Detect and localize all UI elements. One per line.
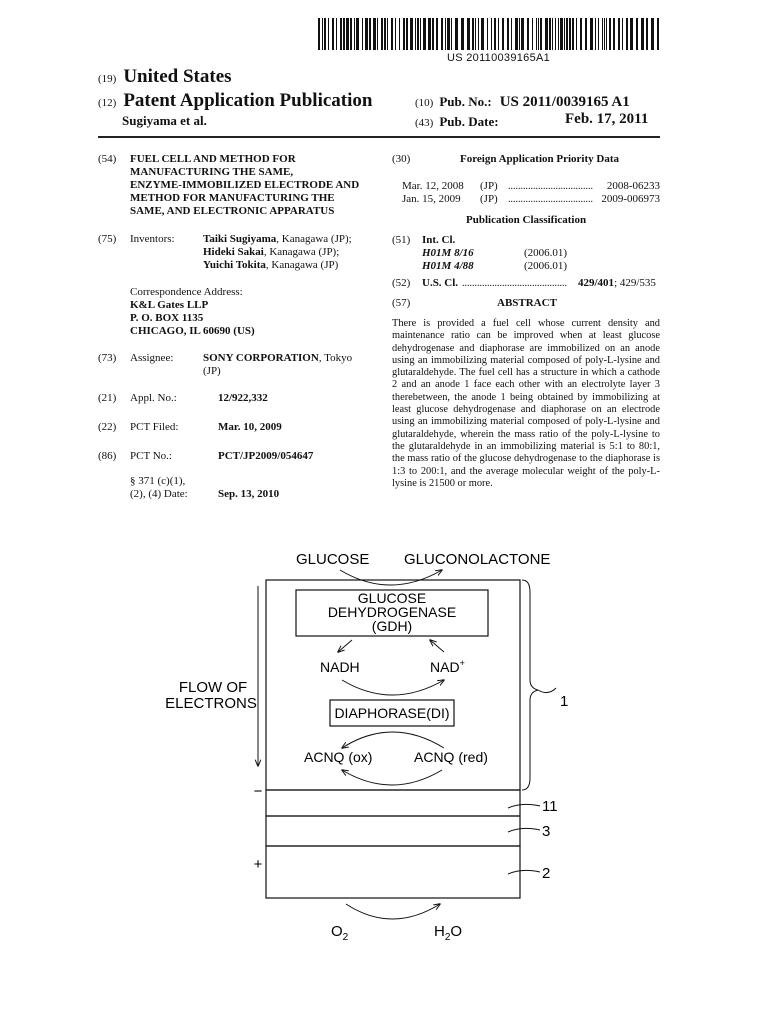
cathode-layer — [266, 846, 520, 898]
barcode-bar — [585, 18, 587, 50]
minus-sign: − — [253, 783, 263, 800]
pub-number-top: US 20110039165A1 — [447, 52, 551, 64]
patent-page: US 20110039165A1 (19) United States (12) Patent Application Publication Sugiyama et al. (10) Pub. No.: US 2011/0039165 A1 (43) Pub. Date: Feb. 17, 2011 (54) FUEL CELL AND METHOD FOR MANUFACTURING THE SAME, ENZYME-IMMOBILIZED ELECTRODE AND METHOD FOR MANUFACTURING THE SAME, AND ELECTRONIC APPARATUS (75) Inventors: Taiki Sugiyama, Kanagawa (JP); Hideki Sakai, Kanagawa (JP); Yuichi Tokita, Kanagawa (JP) Correspondence Address: K&L Gates LLP P. O. BOX 1135 CHICAGO, IL 60690 (US) (73) Assignee: SONY CORPORATION, Tokyo (JP) (21) Appl. No.: 12/922,332 (22) PCT Filed: Mar. 10, 2009 (86) PCT No.: PCT/JP2009/054647 § 371 (c)(1), (2), (4) Date: Sep. 13, 2010 (30) Foreign Application Priority Data Mar. 12, 2008 (JP) .................................. 2008-06233 Jan. 15, 2009 (JP) .................................. 2009-006973 Publication Classification (51) Int. Cl. H01M 8/16 (2006.01) H01M 4/88 (2006.01) (52) U.S. Cl. .......................................... 429/401; 429/535 (57) ABSTRACT There is provided a fuel cell whose current density and maintenance ratio can be improved when at least glucose dehydrogenase and diaphorase are immobilized on an anode using an immobilizing material composed of poly-L-lysine and glutaraldehyde. The fuel cell has a structure in which a cathode 2 and an anode 1 face each other with an electrolyte layer 3 therebetween, the anode 1 being obtained by immobilizing at least glucose dehydrogenase and diaphorase on an electrode using an immobilizing material composed of poly-L-lysine and glutaraldehyde, wherein the mass ratio of the poly-L-lysine to the glutaraldehyde in an immobilizing material is 5:1 to 80:1, the mass ratio of the glucose dehydrogenase to the diaphorase is 1:3 to 200:1, and the average molecular weight of the poly-L-lysine is 21500 or more. GLUCOSE GLUCONOLACTONE GLUCOSE DEHYDROGENASE (GDH) NADH NAD+ DIAPHORASE(DI) ACNQ (ox) ACNQ (red) FLOW OF ELECTRONS − + 1 11 3 2 $O_2$ $H_2O$ — [0, 0, 768, 1024]
barcode-bar — [399, 18, 400, 50]
pct-no: PCT/JP2009/054647 — [218, 450, 314, 462]
barcode-bar — [572, 18, 574, 50]
barcode-bar — [415, 18, 416, 50]
barcode-bar — [545, 18, 548, 50]
svg-text:DIAPHORASE(DI): DIAPHORASE(DI) — [334, 705, 450, 721]
barcode-bar — [447, 18, 450, 50]
barcode-bar — [566, 18, 568, 50]
barcode-bar — [428, 18, 431, 50]
barcode-bar — [651, 18, 654, 50]
abstract-text: There is provided a fuel cell whose current density and maintenance ratio can be improved when at least glucose dehydrogenase and diaphorase are immobilized on an anode using an immobilizing material composed of poly-L-lysine and glutaraldehyde. The fuel cell has a structure in which a cathode 2 and an anode 1 face each other with an electrolyte layer 3 therebetween, the anode 1 being obtained by immobilizing at least glucose dehydrogenase and diaphorase on an electrode using an immobilizing material composed of poly-L-lysine and glutaraldehyde, wherein the mass ratio of the poly-L-lysine to the glutaraldehyde in an immobilizing material is 5:1 to 80:1, the mass ratio of the glucose dehydrogenase to the diaphorase is 1:3 to 200:1, and the average molecular weight of the poly-L-lysine is 21500 or more. — [392, 318, 660, 489]
pub-no-line: (10) Pub. No.: US 2011/0039165 A1 — [415, 94, 630, 110]
o2-label: $O_2$ — [331, 923, 349, 943]
country: United States — [123, 66, 232, 87]
barcode-bar — [423, 18, 426, 50]
barcode-bar — [322, 18, 323, 50]
svg-text:(GDH): (GDH) — [371, 618, 413, 634]
barcode-bar — [451, 18, 452, 50]
barcode-bar — [590, 18, 593, 50]
barcode-bar — [521, 18, 524, 50]
barcode-bar — [564, 18, 565, 50]
barcode-bar — [377, 18, 378, 50]
inventors: Taiki Sugiyama, Kanagawa (JP); Hideki Sakai, Kanagawa (JP); Yuichi Tokita, Kanagawa (JP) — [203, 233, 352, 271]
barcode-bar — [354, 18, 355, 50]
barcode-bar — [560, 18, 563, 50]
pct-filed: Mar. 10, 2009 — [218, 421, 282, 433]
ref-1: 1 — [560, 693, 569, 710]
barcode-bar — [318, 18, 320, 50]
plus-sign: + — [253, 856, 263, 873]
barcode-bar — [494, 18, 496, 50]
barcode-bar — [569, 18, 571, 50]
barcode-bar — [381, 18, 383, 50]
barcode-bar — [406, 18, 408, 50]
priority-row: Mar. 12, 2008 (JP) .................................. 2008-06233 — [402, 180, 660, 192]
invention-title: FUEL CELL AND METHOD FOR MANUFACTURING THE SAME, ENZYME-IMMOBILIZED ELECTRODE AND METHOD FOR MANUFACTURING THE SAME, AND ELECTRONIC APPARATUS — [130, 153, 360, 217]
gluconolactone-label: GLUCONOLACTONE — [404, 551, 551, 568]
barcode-bar — [622, 18, 623, 50]
barcode-bar — [604, 18, 605, 50]
h2o-label: $H_2O$ — [434, 923, 463, 943]
barcode-bar — [613, 18, 615, 50]
abstract-title: ABSTRACT — [497, 297, 557, 309]
ref-11: 11 — [542, 798, 558, 815]
barcode — [318, 18, 662, 50]
barcode-bar — [538, 18, 539, 50]
barcode-bar — [527, 18, 529, 50]
svg-text:GLUCOSE: GLUCOSE — [357, 590, 427, 606]
barcode-bar — [511, 18, 512, 50]
barcode-bar — [445, 18, 446, 50]
priority-title: Foreign Application Priority Data — [460, 153, 619, 165]
barcode-bar — [441, 18, 443, 50]
header-rule — [98, 136, 660, 138]
barcode-bar — [487, 18, 488, 50]
pub-date: Feb. 17, 2011 — [565, 111, 649, 127]
barcode-bar — [343, 18, 345, 50]
nad-label: NAD+ — [430, 658, 465, 675]
barcode-bar — [410, 18, 413, 50]
fuel-cell-diagram — [0, 540, 768, 1024]
barcode-bar — [384, 18, 386, 50]
barcode-bar — [602, 18, 603, 50]
svg-text:DEHYDROGENASE: DEHYDROGENASE — [327, 604, 457, 620]
electrolyte-layer — [266, 816, 520, 846]
glucose-label: GLUCOSE — [296, 551, 370, 568]
barcode-bar — [387, 18, 388, 50]
barcode-bar — [630, 18, 633, 50]
ref-2: 2 — [542, 865, 551, 882]
authors: Sugiyama et al. — [122, 113, 207, 128]
barcode-bar — [626, 18, 628, 50]
layer-11 — [266, 790, 520, 816]
barcode-bar — [552, 18, 553, 50]
barcode-bar — [595, 18, 596, 50]
barcode-bar — [475, 18, 476, 50]
intcl-code: H01M 8/16 — [422, 247, 474, 259]
barcode-bar — [606, 18, 607, 50]
barcode-bar — [478, 18, 479, 50]
barcode-bar — [618, 18, 620, 50]
svg-text:FLOW OF: FLOW OF — [178, 679, 248, 696]
s371-date: Sep. 13, 2010 — [218, 488, 280, 500]
barcode-bar — [362, 18, 363, 50]
barcode-bar — [420, 18, 421, 50]
barcode-bar — [328, 18, 329, 50]
appl-no: 12/922,332 — [218, 392, 268, 404]
barcode-bar — [481, 18, 484, 50]
barcode-bar — [340, 18, 342, 50]
barcode-bar — [324, 18, 326, 50]
barcode-bar — [403, 18, 405, 50]
pubclass-title: Publication Classification — [466, 214, 587, 226]
acnq-ox-label: ACNQ (ox) — [304, 749, 373, 765]
barcode-bar — [555, 18, 556, 50]
barcode-bar — [657, 18, 659, 50]
s371: § 371 (c)(1), (2), (4) Date: — [130, 475, 188, 500]
barcode-bar — [598, 18, 599, 50]
barcode-bar — [536, 18, 537, 50]
svg-text:ELECTRONS: ELECTRONS — [165, 695, 257, 712]
correspondence: Correspondence Address: K&L Gates LLP P. O. BOX 1135 CHICAGO, IL 60690 (US) — [130, 286, 255, 337]
ref-3: 3 — [542, 823, 551, 840]
acnq-red-label: ACNQ (red) — [414, 749, 488, 765]
barcode-bar — [472, 18, 474, 50]
barcode-bar — [432, 18, 434, 50]
barcode-bar — [346, 18, 349, 50]
barcode-bar — [532, 18, 533, 50]
barcode-bar — [507, 18, 509, 50]
glucose-arrow — [340, 570, 442, 585]
barcode-bar — [417, 18, 419, 50]
pub-type-line: (12) Patent Application Publication — [98, 90, 373, 111]
barcode-bar — [436, 18, 438, 50]
pub-date-line: (43) Pub. Date: — [415, 114, 499, 129]
pub-no: US 2011/0039165 A1 — [499, 94, 630, 110]
barcode-bar — [395, 18, 396, 50]
barcode-bar — [519, 18, 520, 50]
barcode-bar — [365, 18, 368, 50]
barcode-bar — [332, 18, 334, 50]
barcode-bar — [549, 18, 551, 50]
barcode-bar — [609, 18, 611, 50]
barcode-bar — [646, 18, 648, 50]
assignee: SONY CORPORATION, Tokyo (JP) — [203, 352, 353, 377]
barcode-bar — [558, 18, 559, 50]
barcode-bar — [576, 18, 577, 50]
barcode-bar — [350, 18, 352, 50]
barcode-bar — [515, 18, 518, 50]
barcode-bar — [356, 18, 359, 50]
anode-brace — [522, 580, 538, 790]
barcode-bar — [455, 18, 458, 50]
barcode-bar — [580, 18, 582, 50]
barcode-bar — [502, 18, 504, 50]
barcode-bar — [461, 18, 464, 50]
country-line: (19) United States — [98, 66, 232, 87]
us-class: 429/401; 429/535 — [578, 277, 656, 289]
barcode-bar — [369, 18, 371, 50]
pub-type: Patent Application Publication — [123, 90, 373, 111]
barcode-bar — [467, 18, 470, 50]
barcode-bar — [336, 18, 337, 50]
priority-row: Jan. 15, 2009 (JP) .................................. 2009-006973 — [402, 193, 660, 205]
barcode-bar — [391, 18, 393, 50]
barcode-bar — [641, 18, 644, 50]
barcode-bar — [540, 18, 542, 50]
barcode-bar — [636, 18, 638, 50]
barcode-bar — [498, 18, 499, 50]
nadh-label: NADH — [320, 659, 360, 675]
intcl-code: H01M 4/88 — [422, 260, 474, 272]
barcode-bar — [491, 18, 492, 50]
barcode-bar — [373, 18, 376, 50]
